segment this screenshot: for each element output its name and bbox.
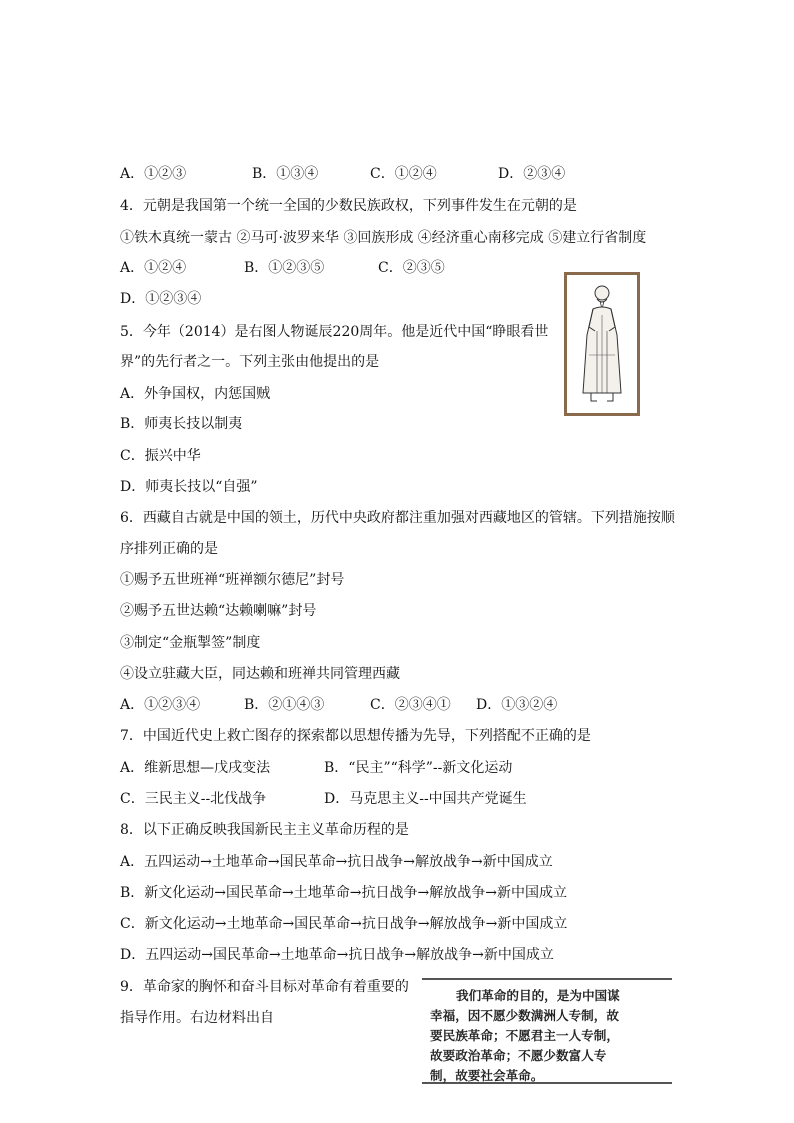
q8-option-a[interactable]: A．五四运动→土地革命→国民革命→抗日战争→解放战争→新中国成立 [120, 854, 553, 870]
q6-stem-line2: 序排列正确的是 [120, 541, 218, 557]
q8-stem: 8．以下正确反映我国新民主主义革命历程的是 [120, 822, 409, 838]
q7-option-d[interactable]: D．马克思主义--中国共产党诞生 [324, 791, 527, 807]
q8-option-d[interactable]: D．五四运动→国民革命→土地革命→抗日战争→解放战争→新中国成立 [120, 947, 554, 963]
q9-stem-line2: 指导作用。右边材料出自 [120, 1010, 274, 1026]
q4-option-c[interactable]: C．②③⑤ [378, 260, 445, 276]
q4-items: ①铁木真统一蒙古 ②马可·波罗来华 ③回族形成 ④经济重心南移完成 ⑤建立行省制度 [120, 230, 647, 246]
quote-line-4: 故要政治革命；不愿少数富人专 [430, 1048, 607, 1063]
q6-item-3: ③制定“金瓶掣签”制度 [120, 635, 261, 651]
q5-stem-line2: 界”的先行者之一。下列主张由他提出的是 [120, 354, 380, 370]
q6-stem-line1: 6．西藏自古就是中国的领土，历代中央政府都注重加强对西藏地区的管辖。下列措施按顺 [120, 510, 675, 526]
q3-option-b[interactable]: B．①③④ [252, 166, 319, 182]
q5-option-b[interactable]: B．师夷长技以制夷 [120, 416, 243, 432]
q6-item-2: ②赐予五世达赖“达赖喇嘛”封号 [120, 603, 317, 619]
quote-line-1: 我们革命的目的，是为中国谋 [456, 988, 620, 1003]
q6-option-b[interactable]: B．②①④③ [244, 697, 325, 713]
quote-line-5: 制，故要社会革命。 [430, 1068, 544, 1083]
q5-option-c[interactable]: C．振兴中华 [120, 448, 201, 464]
q5-option-a[interactable]: A．外争国权，内惩国贼 [120, 386, 271, 402]
q7-option-b[interactable]: B．“民主”“科学”--新文化运动 [324, 760, 513, 776]
q9-quote-box [422, 978, 672, 1084]
q7-option-c[interactable]: C．三民主义--北伐战争 [120, 791, 267, 807]
q6-option-a[interactable]: A．①②③④ [120, 697, 201, 713]
quote-line-3: 要民族革命；不愿君主一人专制， [430, 1028, 619, 1043]
q3-option-c[interactable]: C．①②④ [370, 166, 437, 182]
q7-option-a[interactable]: A．维新思想—戊戌变法 [120, 760, 271, 776]
q9-stem-line1: 9．革命家的胸怀和奋斗目标对革命有着重要的 [120, 979, 409, 995]
quote-line-2: 幸福，因不愿少数满洲人专制，故 [430, 1008, 619, 1023]
q3-option-a[interactable]: A．①②③ [120, 166, 187, 182]
q8-option-c[interactable]: C．新文化运动→土地革命→国民革命→抗日战争→解放战争→新中国成立 [120, 916, 568, 932]
q6-option-c[interactable]: C．②③④① [370, 697, 451, 713]
q6-item-1: ①赐予五世班禅“班禅额尔德尼”封号 [120, 572, 345, 588]
q6-option-d[interactable]: D．①③②④ [476, 697, 558, 713]
q4-option-a[interactable]: A．①②④ [120, 260, 187, 276]
q4-option-b[interactable]: B．①②③⑤ [244, 260, 325, 276]
q5-option-d[interactable]: D．师夷长技以“自强” [120, 479, 258, 495]
q5-stem-line1: 5．今年（2014）是右图人物诞辰220周年。他是近代中国“睁眼看世 [120, 324, 549, 340]
q6-item-4: ④设立驻藏大臣，同达赖和班禅共同管理西藏 [120, 666, 400, 682]
q3-option-d[interactable]: D．②③④ [498, 166, 566, 182]
q8-option-b[interactable]: B．新文化运动→国民革命→土地革命→抗日战争→解放战争→新中国成立 [120, 885, 567, 901]
q4-option-d[interactable]: D．①②③④ [120, 291, 202, 307]
portrait-figure [564, 272, 640, 416]
q7-stem: 7．中国近代史上救亡图存的探索都以思想传播为先导，下列搭配不正确的是 [120, 728, 591, 744]
q4-stem: 4．元朝是我国第一个统一全国的少数民族政权，下列事件发生在元朝的是 [120, 198, 577, 214]
portrait-illustration [567, 275, 637, 413]
